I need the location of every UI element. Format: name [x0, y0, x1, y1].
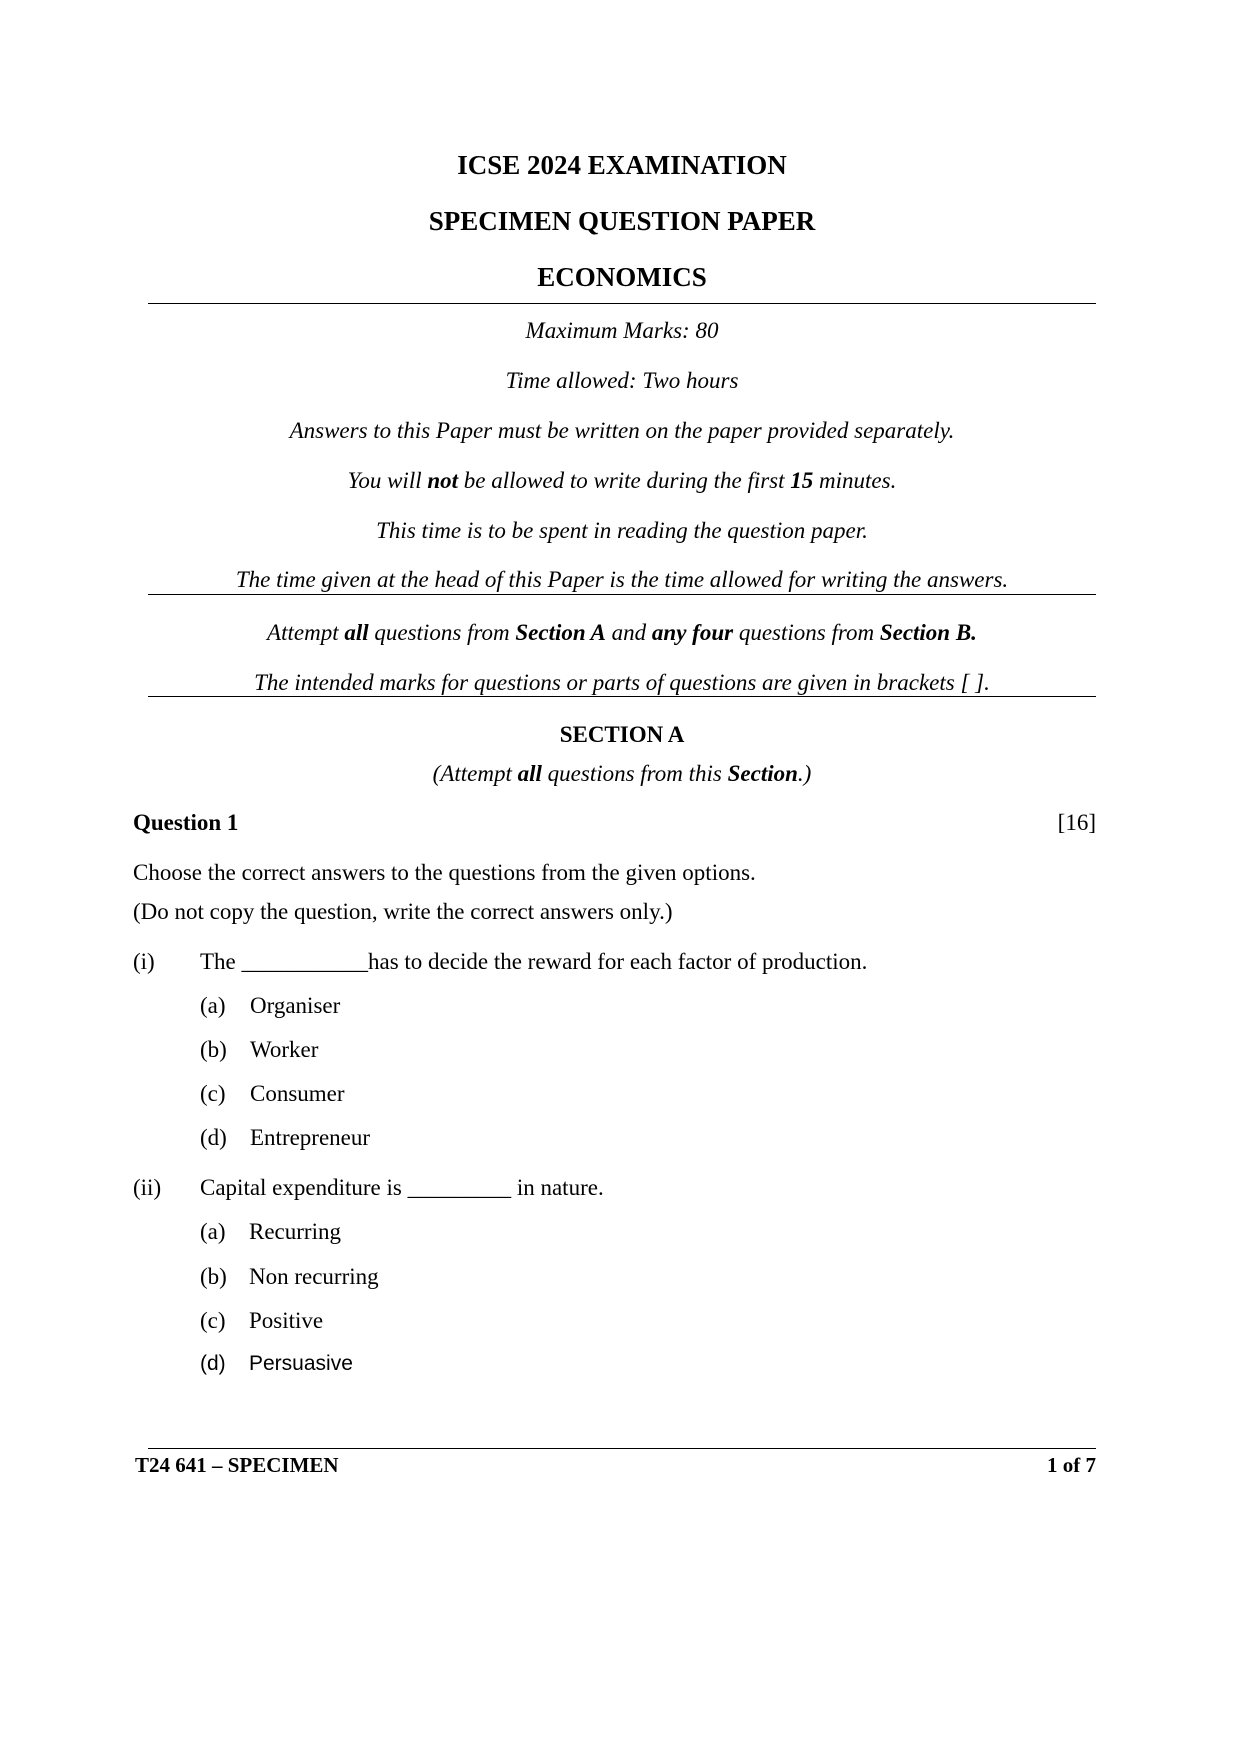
question-marks: [16] [1057, 810, 1096, 835]
option-text: Persuasive [249, 1352, 353, 1375]
option-text: Entrepreneur [250, 1125, 371, 1150]
divider-middle [148, 594, 1096, 595]
option-label: (d) [200, 1352, 226, 1375]
reading-time-line: You will not be allowed to write during the first 15 minutes. [347, 468, 897, 493]
question-note: (Do not copy the question, write the correct answers only.) [133, 899, 673, 924]
option-label: (c) [200, 1081, 226, 1106]
time-head-note: The time given at the head of this Paper is the time allowed for writing the answers. [235, 567, 1009, 592]
divider-bottom [148, 696, 1096, 697]
item-number: (i) [133, 949, 155, 974]
question-instruction: Choose the correct answers to the questions from the given options. [133, 860, 756, 885]
item-text: The ___________has to decide the reward for each factor of production. [200, 949, 868, 974]
section-a-subtitle: (Attempt all questions from this Section.) [432, 761, 812, 786]
item-number: (ii) [133, 1175, 162, 1200]
subject-title: ECONOMICS [537, 262, 707, 292]
exam-title: ICSE 2024 EXAMINATION [457, 150, 787, 180]
option-text: Non recurring [249, 1264, 379, 1289]
option-text: Positive [249, 1308, 324, 1333]
option-label: (c) [200, 1308, 226, 1333]
option-label: (b) [200, 1264, 227, 1289]
paper-type-title: SPECIMEN QUESTION PAPER [428, 206, 816, 236]
footer-divider [148, 1448, 1096, 1449]
attempt-instructions: Attempt all questions from Section A and any four questions from Section B. [267, 620, 977, 645]
item-text: Capital expenditure is _________ in nature. [200, 1175, 604, 1200]
time-allowed: Time allowed: Two hours [505, 368, 739, 393]
question-label: Question 1 [133, 810, 239, 835]
section-a-title: SECTION A [559, 722, 685, 747]
reading-time-note: This time is to be spent in reading the question paper. [376, 518, 868, 543]
option-text: Recurring [249, 1219, 341, 1244]
page-number: 1 of 7 [1047, 1453, 1096, 1477]
option-text: Organiser [250, 993, 341, 1018]
option-label: (a) [200, 993, 226, 1018]
option-label: (d) [200, 1125, 227, 1150]
option-text: Worker [250, 1037, 319, 1062]
option-label: (a) [200, 1219, 226, 1244]
option-label: (b) [200, 1037, 227, 1062]
marks-note: The intended marks for questions or parts of questions are given in brackets [ ]. [254, 670, 990, 695]
paper-code: T24 641 – SPECIMEN [135, 1453, 339, 1477]
max-marks: Maximum Marks: 80 [525, 318, 719, 343]
divider-top [148, 303, 1096, 304]
answers-note: Answers to this Paper must be written on the paper provided separately. [289, 418, 955, 443]
option-text: Consumer [250, 1081, 345, 1106]
